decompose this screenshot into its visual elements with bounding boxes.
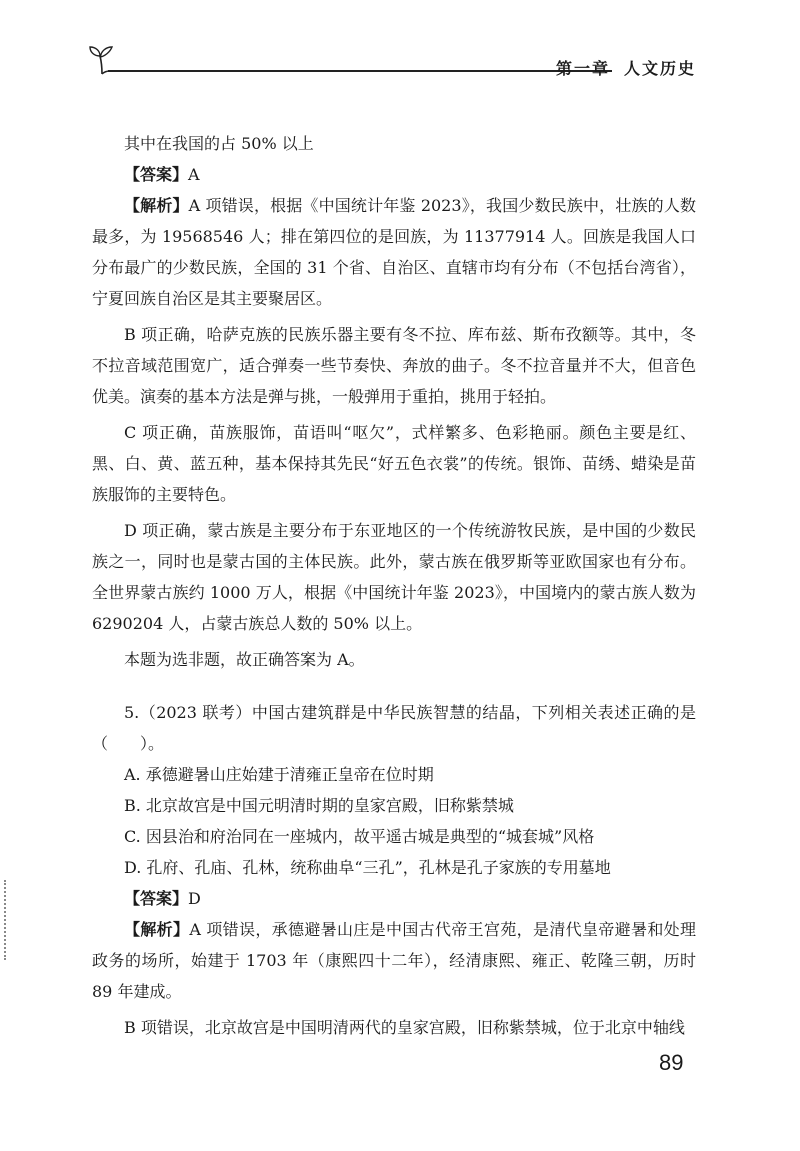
q5-option-c: C. 因县治和府治同在一座城内，故平遥古城是典型的“城套城”风格	[124, 827, 595, 846]
q4-analysis-b: B 项正确，哈萨克族的民族乐器主要有冬不拉、库布兹、斯布孜额等。其中，冬不拉音域范围宽广，适合弹奏一些节奏快、奔放的曲子。冬不拉音量并不大，但音色优美。演奏的基本方法是弹与挑，一般弹用于重拍，挑用于轻拍。	[92, 325, 696, 406]
chapter-heading	[556, 56, 710, 79]
q5-analysis-a	[92, 914, 696, 1007]
answer-tag: 【答案】	[124, 889, 189, 908]
page-number: 89	[659, 1050, 684, 1075]
running-header	[88, 44, 708, 84]
chapter-number: 第一章	[556, 59, 611, 78]
q5-option-a: A. 承德避暑山庄始建于清雍正皇帝在位时期	[124, 765, 434, 784]
q4-answer	[92, 159, 696, 190]
header-rule	[108, 70, 612, 72]
q5-analysis-b: B 项错误，北京故宫是中国明清两代的皇家宫殿，旧称紫禁城，位于北京中轴线	[124, 1018, 685, 1037]
analysis-tag: 【解析】	[124, 196, 189, 215]
sprout-icon	[88, 44, 118, 78]
q5-answer	[92, 883, 696, 914]
q5-stem: 5.（2023 联考）中国古建筑群是中华民族智慧的结晶，下列相关表述正确的是（ ）。	[92, 703, 696, 753]
q4-analysis-a	[92, 190, 696, 314]
answer-value: D	[188, 889, 201, 908]
analysis-tag: 【解析】	[124, 920, 190, 939]
q4-conclusion: 本题为选非题，故正确答案为 A。	[124, 650, 365, 669]
analysis-text: A 项错误，根据《中国统计年鉴 2023》，我国少数民族中，壮族的人数最多，为 19568546 人；排在第四位的是回族，为 11377914 人。回族是我国人口分布最广的少数民族，全国的 31 个省、自治区、直辖市均有分布（不包括台湾省），宁夏回族自治区是其主要聚居区。	[92, 196, 696, 308]
q5-option-b: B. 北京故宫是中国元明清时期的皇家宫殿，旧称紫禁城	[124, 796, 514, 815]
q4-analysis-d: D 项正确，蒙古族是主要分布于东亚地区的一个传统游牧民族，是中国的少数民族之一，同时也是蒙古国的主体民族。此外，蒙古族在俄罗斯等亚欧国家也有分布。全世界蒙古族约 1000 万人，根据《中国统计年鉴 2023》，中国境内的蒙古族人数为 6290204 人，占蒙古族总人数的 50% 以上。	[92, 521, 696, 633]
answer-tag: 【答案】	[124, 165, 189, 184]
chapter-title: 人文历史	[624, 59, 697, 78]
q5-option-d: D. 孔府、孔庙、孔林，统称曲阜“三孔”，孔林是孔子家族的专用墓地	[124, 858, 611, 877]
analysis-text: A 项错误，承德避暑山庄是中国古代帝王宫苑，是清代皇帝避暑和处理政务的场所，始建于 1703 年（康熙四十二年），经清康熙、雍正、乾隆三朝，历时 89 年建成。	[92, 920, 696, 1001]
q4-analysis-c: C 项正确，苗族服饰，苗语叫“呕欠”，式样繁多、色彩艳丽。颜色主要是红、黑、白、黄、蓝五种，基本保持其先民“好五色衣裳”的传统。银饰、苗绣、蜡染是苗族服饰的主要特色。	[92, 423, 696, 504]
binding-margin-marks	[4, 880, 10, 960]
q4-option-d-tail: 其中在我国的占 50% 以上	[124, 134, 314, 153]
answer-value: A	[188, 165, 200, 184]
page-body	[92, 128, 696, 1043]
